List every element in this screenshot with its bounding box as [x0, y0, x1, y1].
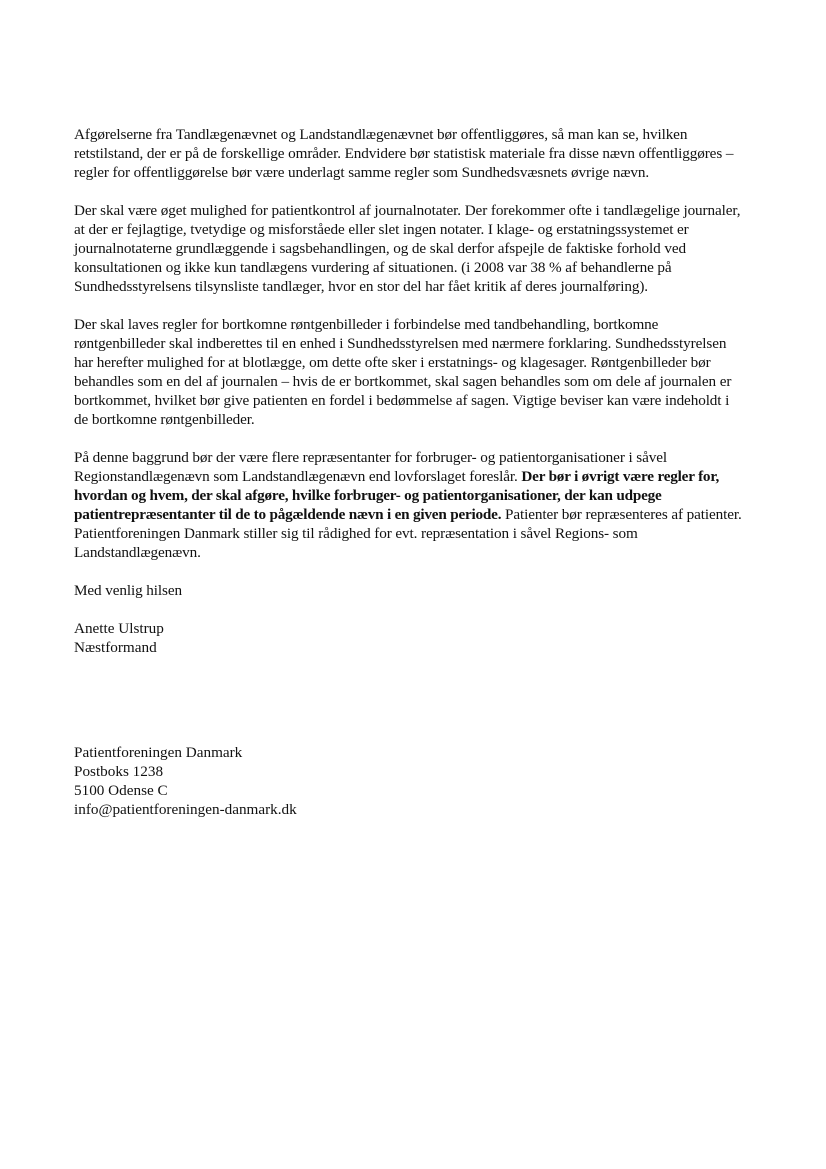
paragraph-publication-text: Afgørelserne fra Tandlægenævnet og Landstandlægenævnet bør offentliggøres, så man kan se, hvilken retstilstand, der er på de forskellige områder. Endvidere bør statistisk materiale fra disse nævn offentliggøres – regler for offentliggørelse bør være underlagt samme regler som Sundhedsvæsnets øvrige nævn.	[74, 126, 734, 181]
paragraph-publication	[74, 125, 746, 182]
signature-space	[74, 657, 746, 743]
closing-salutation-text: Med venlig hilsen	[74, 582, 182, 599]
paragraph-journal-control	[74, 201, 746, 296]
address-block	[74, 743, 746, 819]
paragraph-representatives-text-after: Patienter bør repræsenteres af patienter. Patientforeningen Danmark stiller sig til rådighed for evt. repræsentation i såvel Regions- som Landstandlægenævn.	[74, 506, 742, 561]
closing-salutation	[74, 581, 746, 600]
address-po-box: Postboks 1238	[74, 763, 164, 780]
signer-title: Næstformand	[74, 639, 157, 656]
paragraph-journal-control-text: Der skal være øget mulighed for patientkontrol af journalnotater. Der forekommer ofte i tandlægelige journaler, at der er fejlagtige, tvetydige og misforståede eller slet ingen notater. I klage- og erstatningssystemet er journalnotaterne grundlæggende i sagsbehandlingen, og de skal derfor afspejle de faktiske forhold ved konsultationen og ikke kun tandlægens vurdering af situationen. (i 2008 var 38 % af behandlerne på Sundhedsstyrelsens tilsynsliste tandlæger, hvor en stor del har fået kritik af deres journalføring).	[74, 202, 741, 295]
signature-block	[74, 619, 746, 657]
paragraph-representatives-bold-text: Der bør i øvrigt være regler for, hvordan og hvem, der skal afgøre, hvilke forbruger- og patientorganisationer, der kan udpege patientrepræsentanter til de to pågældende nævn i en given periode.	[74, 468, 720, 523]
paragraph-representatives-text-before: På denne baggrund bør der være flere repræsentanter for forbruger- og patientorganisationer i såvel Regionstandlægenævn som Landstandlægenævn end lovforslaget foreslår.	[74, 449, 667, 485]
paragraph-xray-rules-text: Der skal laves regler for bortkomne røntgenbilleder i forbindelse med tandbehandling, bortkomne røntgenbilleder skal indberettes til en enhed i Sundhedsstyrelsen med nærmere forklaring. Sundhedsstyrelsen har herefter mulighed for at blotlægge, om dette ofte sker i erstatnings- og klagesager. Røntgenbilleder bør behandles som en del af journalen – hvis de er bortkommet, skal sagen behandles som om dele af journalen er bortkommet, hvilket bør give patienten en fordel i bedømmelse af sagen. Vigtige beviser kan være indeholdt i de bortkomne røntgenbilleder.	[74, 316, 732, 428]
address-organization: Patientforeningen Danmark	[74, 744, 243, 761]
letter-body	[74, 125, 746, 819]
paragraph-representatives	[74, 448, 746, 562]
address-city: 5100 Odense C	[74, 782, 168, 799]
address-email: info@patientforeningen-danmark.dk	[74, 801, 297, 818]
paragraph-xray-rules	[74, 315, 746, 429]
signer-name: Anette Ulstrup	[74, 620, 164, 637]
